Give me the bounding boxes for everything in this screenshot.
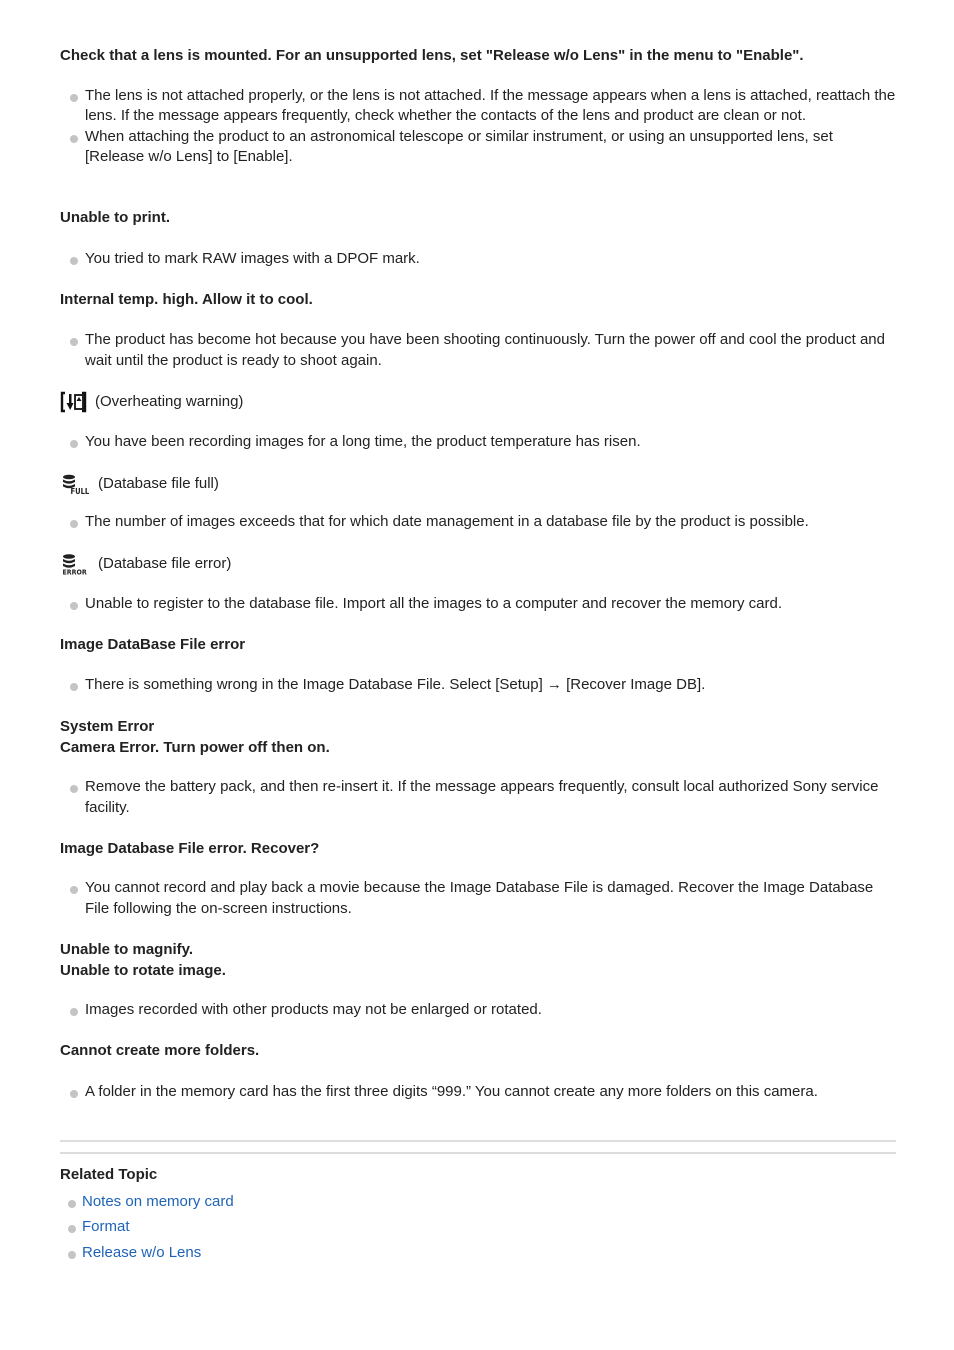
list-item: The lens is not attached properly, or the lens is not attached. If the message appears when a lens is attached, reattach the lens. If the message appears frequently, check whether the contacts of the lens and product are clean or not.: [60, 86, 896, 127]
print-list: [60, 249, 896, 270]
temp-heading: Internal temp. high. Allow it to cool.: [60, 291, 313, 308]
section-image-db: [60, 635, 896, 656]
related-item: [60, 1243, 896, 1264]
section-db-full: [60, 473, 896, 495]
folders-list: [60, 1082, 896, 1103]
overheat-list: [60, 432, 896, 453]
section-recover: [60, 839, 896, 860]
db-full-list: [60, 512, 896, 533]
database-error-label: (Database file error): [98, 554, 232, 572]
database-error-icon-text: ERROR: [62, 568, 87, 575]
database-full-icon-text: FULL: [70, 487, 90, 495]
section-lens: [60, 46, 896, 168]
list-item: The product has become hot because you have been shooting continuously. Turn the power off and cool the product and wait until the product is ready to shoot again.: [60, 330, 896, 371]
link-notes-on-memory-card[interactable]: Notes on memory card: [82, 1192, 234, 1210]
temp-list: [60, 330, 896, 371]
list-item: You cannot record and play back a movie because the Image Database File is damaged. Recover the Image Database File following the on-screen instructions.: [60, 878, 896, 919]
list-item: You have been recording images for a long time, the product temperature has risen.: [60, 432, 896, 453]
image-db-heading: Image DataBase File error: [60, 636, 246, 653]
related-links: [60, 1192, 896, 1264]
magnify-list-wrap: [60, 1000, 896, 1021]
list-item: Remove the battery pack, and then re-insert it. If the message appears frequently, consult local authorized Sony service facility.: [60, 777, 896, 818]
image-db-list-wrap: [60, 675, 896, 696]
lens-heading: Check that a lens is mounted. For an unsupported lens, set "Release w/o Lens" in the menu to "Enable".: [60, 47, 804, 64]
recover-heading: Image Database File error. Recover?: [60, 840, 320, 857]
related-item: [60, 1192, 896, 1213]
image-db-list: [60, 675, 896, 696]
related-topic: [60, 1165, 896, 1268]
magnify-heading: Unable to magnify.: [60, 941, 194, 958]
overheating-warning-icon: [60, 391, 87, 413]
divider: [60, 1140, 896, 1142]
db-full-list-wrap: [60, 512, 896, 533]
system-list: [60, 777, 896, 818]
database-error-icon: [60, 553, 90, 575]
folders-list-wrap: [60, 1082, 896, 1103]
section-folders: [60, 1041, 896, 1062]
link-release-without-lens[interactable]: Release w/o Lens: [82, 1243, 202, 1261]
list-item: A folder in the memory card has the first three digits “999.” You cannot create any more folders on this camera.: [60, 1082, 896, 1103]
magnify-list: [60, 1000, 896, 1021]
related-item: [60, 1217, 896, 1238]
system-list-wrap: [60, 777, 896, 818]
recover-list-wrap: [60, 878, 896, 919]
database-full-icon: [60, 473, 90, 495]
database-full-label: (Database file full): [98, 474, 219, 492]
overheat-list-wrap: [60, 432, 896, 453]
section-system: [60, 717, 896, 758]
list-item: You tried to mark RAW images with a DPOF mark.: [60, 249, 896, 270]
list-item: When attaching the product to an astronomical telescope or similar instrument, or using an unsupported lens, set [Release w/o Lens] to [Enable].: [60, 127, 896, 168]
recover-list: [60, 878, 896, 919]
related-topic-heading: Related Topic: [60, 1166, 158, 1183]
link-format[interactable]: Format: [82, 1218, 130, 1235]
list-item: The number of images exceeds that for which date management in a database file by the product is possible.: [60, 512, 896, 533]
list-item: There is something wrong in the Image Database File. Select [Setup] → [Recover Image DB].: [60, 675, 896, 696]
db-error-list-wrap: [60, 594, 896, 615]
list-item: Images recorded with other products may not be enlarged or rotated.: [60, 1000, 896, 1021]
folders-heading: Cannot create more folders.: [60, 1042, 260, 1059]
system-error-heading: System Error: [60, 718, 155, 735]
camera-error-heading: Camera Error. Turn power off then on.: [60, 738, 330, 756]
section-overheat: [60, 391, 896, 413]
section-print: [60, 208, 896, 229]
rotate-heading: Unable to rotate image.: [60, 961, 226, 979]
divider: [60, 1152, 896, 1154]
print-heading: Unable to print.: [60, 209, 170, 226]
overheating-label: (Overheating warning): [95, 392, 244, 410]
list-item: Unable to register to the database file. Import all the images to a computer and recover the memory card.: [60, 594, 896, 615]
section-temp: [60, 290, 896, 311]
print-list-wrap: [60, 249, 896, 270]
lens-list: [60, 86, 896, 168]
section-db-error: [60, 553, 896, 575]
temp-list-wrap: [60, 330, 896, 371]
section-magnify: [60, 940, 896, 981]
db-error-list: [60, 594, 896, 615]
